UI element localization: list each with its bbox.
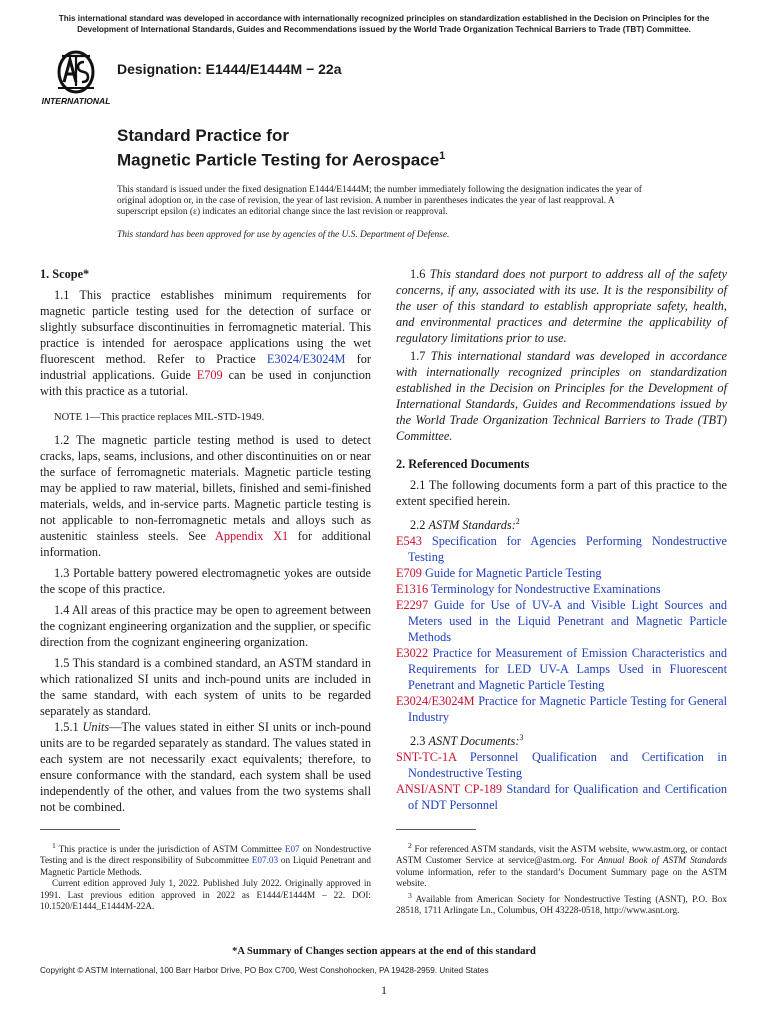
footnote-mark[interactable]: 3 bbox=[519, 733, 524, 743]
scope-heading: 1. Scope* bbox=[40, 267, 90, 281]
para-text: 1.2 The magnetic particle testing method is used to detect cracks, laps, seams, inclusions, and other discontinuities on or near the surface of ferromagnetic materials. Magnetic particle testing may be applied to raw material, billets, finished and semi-finished materials, welds, and in-service parts. Magnetic particle testing is not applicable to non-ferromagnetic metals and alloys such as austenitic stainless steels. See bbox=[40, 433, 371, 543]
title-footnote-mark[interactable]: 1 bbox=[439, 150, 446, 162]
reference-item bbox=[396, 533, 727, 565]
reference-title-link[interactable]: Terminology for Nondestructive Examinations bbox=[430, 582, 661, 597]
para-2-1: 2.1 The following documents form a part of this practice to the extent specified herein. bbox=[396, 478, 727, 508]
title-line2 bbox=[117, 146, 445, 171]
reference-title-link[interactable]: Guide for Magnetic Particle Testing bbox=[425, 566, 602, 581]
para-num: 2.3 bbox=[410, 734, 429, 749]
footnote-text: Available from American Society for Nondestructive Testing (ASNT), P.O. Box 28518, 1711 Arlingate Ln., Columbus, OH 43228-0518, http://www.asnt.org. bbox=[396, 893, 727, 916]
asnt-reference-list bbox=[396, 749, 727, 813]
footnotes-right bbox=[396, 840, 727, 917]
reference-title-link[interactable]: Guide for Use of UV-A and Visible Light Sources and Meters used in the Liquid Penetrant and Magnetic Particle Methods bbox=[408, 598, 728, 645]
reference-title-link[interactable]: Practice for Magnetic Particle Testing for General Industry bbox=[408, 694, 727, 725]
footnote-mark: 3 bbox=[408, 890, 412, 900]
footnote-mark: 2 bbox=[408, 841, 412, 850]
reference-item bbox=[396, 581, 727, 597]
title-line1: Standard Practice for bbox=[117, 126, 289, 145]
para-1-6 bbox=[396, 266, 727, 346]
para-num: 1.6 bbox=[410, 267, 430, 281]
para-2-2 bbox=[396, 514, 727, 533]
reference-item bbox=[396, 749, 727, 781]
footnote-text: For referenced ASTM standards, visit the ASTM website, www.astm.org, or contact ASTM Customer Service at service@astm.org. For bbox=[396, 844, 727, 866]
para-1-5: 1.5 This standard is a combined standard, an ASTM standard in which rationalized SI units and inch-pound units are included in the same standard, with each system of units to be regarded separately as standard. bbox=[40, 656, 371, 718]
reference-title-link[interactable]: Practice for Measurement of Emission Characteristics and Requirements for LED UV-A Lamps Used in Fluorescent Penetrant and Magnetic Particle Testing bbox=[408, 646, 728, 693]
footnote-1-edition: Current edition approved July 1, 2022. Published July 2022. Originally approved in 1991. Last previous edition approved in 2022 as E1444/E1444M – 22. DOI: 10.1520/E1444_E1444M-22A. bbox=[40, 878, 371, 912]
header-notice: This international standard was developed in accordance with internationally recognized principles on standardization established in the Decision on Principles for the Development of International Standards, Guides and Recommendations issued by the World Trade Organization Technical Barriers to Trade (TBT) Committee. bbox=[58, 14, 710, 34]
footnote-text: on Nondestructive Testing and is the direct responsibility of Subcommittee bbox=[40, 844, 372, 866]
footnote-text: Annual Book of ASTM Standards bbox=[597, 855, 727, 866]
para-1-7 bbox=[396, 348, 727, 444]
para-num: 1.5.1 bbox=[54, 720, 83, 734]
para-num: 1.7 bbox=[410, 349, 431, 363]
reference-code-link[interactable]: SNT-TC-1A bbox=[396, 750, 457, 765]
reference-code-link[interactable]: E1316 bbox=[396, 582, 429, 597]
reference-title-link[interactable]: Specification for Agencies Performing Nondestructive Testing bbox=[408, 534, 727, 565]
footnote-3 bbox=[396, 890, 727, 917]
para-label: ASNT Documents: bbox=[428, 734, 520, 749]
reference-item bbox=[396, 565, 727, 581]
reference-code-link[interactable]: E543 bbox=[396, 534, 422, 549]
para-text: can be used in conjunction with this practice as a tutorial. bbox=[40, 368, 372, 398]
note-text: —This practice replaces MIL-STD-1949. bbox=[89, 412, 265, 423]
link-e3024[interactable]: E3024/E3024M bbox=[266, 352, 346, 366]
astm-reference-list bbox=[396, 533, 727, 725]
para-text: for additional information. bbox=[40, 529, 371, 559]
designation: Designation: E1444/E1444M − 22a bbox=[117, 61, 342, 77]
footnote-divider bbox=[396, 829, 476, 830]
preamble: This standard is issued under the fixed designation E1444/E1444M; the number immediately following the designation indicates the year of original adoption or, in the case of revision, the year of last revision. A number in parentheses indicates the year of last reapproval. A superscript epsilon (ε) indicates an editorial change since the last revision or reapproval. bbox=[117, 185, 642, 218]
footnote-text: This practice is under the jurisdiction of ASTM Committee bbox=[55, 844, 285, 855]
reference-item bbox=[396, 597, 727, 645]
para-text: This international standard was developed in accordance with internationally recognized principles on standardization established in the Decision on Principles for the Development of International Standards, Guides and Recommendations issued by the World Trade Organization Technical Barriers to Trade (TBT) Committee. bbox=[396, 349, 727, 443]
footnote-mark[interactable]: 2 bbox=[515, 517, 520, 526]
link-committee-e07[interactable]: E07 bbox=[284, 844, 300, 855]
reference-code-link[interactable]: E3024/E3024M bbox=[396, 694, 475, 709]
left-column bbox=[40, 266, 371, 815]
footnote-text: on Liquid Penetrant and Magnetic Particle Methods. bbox=[40, 855, 371, 877]
reference-item bbox=[396, 693, 727, 725]
reference-code-link[interactable]: E709 bbox=[396, 566, 422, 581]
para-1-2 bbox=[40, 432, 371, 560]
summary-of-changes-note: *A Summary of Changes section appears at the end of this standard bbox=[232, 946, 536, 957]
astm-logo bbox=[40, 50, 112, 108]
para-term: Units bbox=[82, 720, 110, 734]
link-appendix-x1[interactable]: Appendix X1 bbox=[214, 529, 289, 543]
footnotes-left bbox=[40, 840, 371, 913]
reference-code-link[interactable]: E2297 bbox=[396, 598, 429, 613]
reference-title-link[interactable]: Personnel Qualification and Certification in Nondestructive Testing bbox=[408, 750, 727, 781]
approval-note: This standard has been approved for use by agencies of the U.S. Department of Defense. bbox=[117, 230, 450, 240]
para-num: 2.2 bbox=[410, 518, 429, 533]
reference-item bbox=[396, 781, 727, 813]
footnote-text: volume information, refer to the standard’s Document Summary page on the ASTM website. bbox=[396, 866, 727, 889]
footnote-mark: 1 bbox=[52, 841, 56, 850]
copyright: Copyright © ASTM International, 100 Barr Harbor Drive, PO Box C700, West Conshohocken, PA 19428-2959. United States bbox=[40, 966, 489, 975]
refdocs-heading: 2. Referenced Documents bbox=[396, 457, 530, 471]
footnote-1 bbox=[40, 840, 371, 878]
para-1-1 bbox=[40, 287, 371, 399]
para-1-4: 1.4 All areas of this practice may be open to agreement between the cognizant engineering organization and the supplier, or specific direction from the cognizant engineering organization. bbox=[40, 603, 371, 649]
page-number: 1 bbox=[381, 983, 387, 997]
footnote-divider bbox=[40, 829, 120, 830]
note-label: NOTE 1 bbox=[54, 412, 90, 423]
link-e709[interactable]: E709 bbox=[196, 368, 223, 382]
para-text: 1.1 This practice establishes minimum requirements for magnetic particle testing used for the detection of surface or slightly subsurface discontinuities in ferromagnetic material. This practice is intended for aerospace applications using the wet fluorescent method. Refer to Practice bbox=[40, 288, 371, 366]
logo-text: INTERNATIONAL bbox=[41, 96, 111, 106]
title-text: Magnetic Particle Testing for Aerospace bbox=[117, 150, 440, 170]
reference-code-link[interactable]: E3022 bbox=[396, 646, 429, 661]
reference-code-link[interactable]: ANSI/ASNT CP-189 bbox=[396, 782, 503, 797]
para-1-5-1 bbox=[40, 719, 371, 815]
para-text: This standard does not purport to address all of the safety concerns, if any, associated with its use. It is the responsibility of the user of this standard to establish appropriate safety, health, and environmental practices and determine the applicability of regulatory limitations prior to use. bbox=[396, 267, 727, 345]
para-1-3: 1.3 Portable battery powered electromagnetic yokes are outside the scope of this practice. bbox=[40, 566, 371, 596]
footnote-2 bbox=[396, 840, 727, 890]
para-label: ASTM Standards: bbox=[428, 518, 516, 533]
reference-item bbox=[396, 645, 727, 693]
link-subcommittee-e07-03[interactable]: E07.03 bbox=[251, 855, 279, 866]
para-2-3 bbox=[396, 730, 727, 749]
right-column bbox=[396, 266, 727, 813]
para-text: —The values stated in either SI units or inch-pound units are to be regarded separately as standard. The values stated in each system are not necessarily exact equivalents; therefore, to ensure conformance with the standard, each system shall be used independently of the other, and values from the two systems shall not be combined. bbox=[40, 720, 371, 814]
para-text: for industrial applications. Guide bbox=[40, 352, 371, 382]
reference-title-link[interactable]: Standard for Qualification and Certification of NDT Personnel bbox=[408, 782, 728, 813]
note-1 bbox=[40, 411, 371, 425]
